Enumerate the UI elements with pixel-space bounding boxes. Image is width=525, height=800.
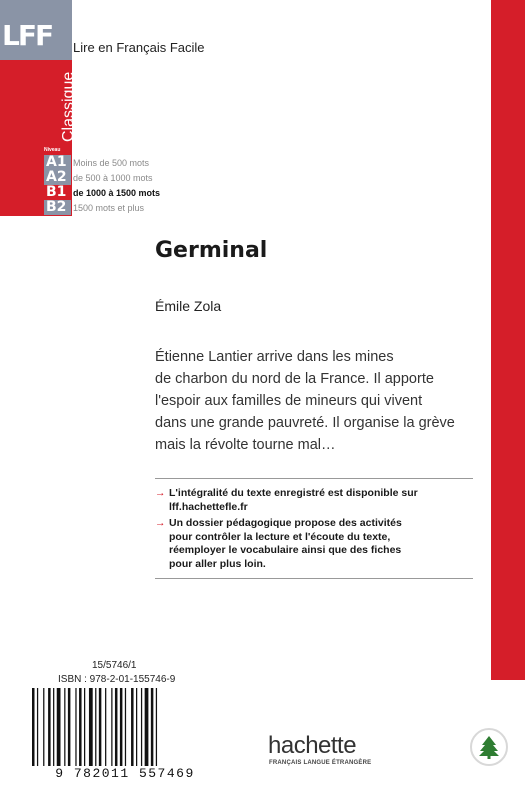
feature-text: pour aller plus loin. <box>169 557 266 570</box>
reference-code: 15/5746/1 <box>92 660 137 671</box>
book-summary <box>155 346 475 456</box>
book-author: Émile Zola <box>155 298 222 314</box>
level-caption: Niveau <box>44 147 61 153</box>
level-description: Moins de 500 mots <box>73 157 150 168</box>
level-code-active: B1 <box>44 185 71 200</box>
isbn: ISBN : 978-2-01-155746-9 <box>58 674 176 685</box>
barcode <box>30 688 220 768</box>
summary-line: dans une grande pauvreté. Il organise la grève <box>155 415 455 431</box>
summary-line: Étienne Lantier arrive dans les mines <box>155 349 394 365</box>
spine-stripe <box>491 0 525 680</box>
feature-text: réemployer le vocabulaire ainsi que des fiches <box>169 544 402 556</box>
publisher-tagline: FRANÇAIS LANGUE ÉTRANGÈRE <box>269 760 372 766</box>
level-description: de 500 à 1000 mots <box>73 172 153 183</box>
level-row-a1 <box>44 155 149 170</box>
summary-line: de charbon du nord de la France. Il apporte <box>155 371 434 387</box>
arrow-right-icon: → <box>155 517 166 529</box>
level-row-b2 <box>44 200 144 215</box>
level-row-b1 <box>44 185 160 200</box>
book-title: Germinal <box>155 238 268 263</box>
top-divider <box>155 478 473 479</box>
lff-logo: LFF <box>2 19 53 52</box>
level-code: A2 <box>44 170 71 185</box>
feature-item <box>155 487 475 514</box>
eco-badge <box>470 728 508 766</box>
level-description-active: de 1000 à 1500 mots <box>73 187 161 198</box>
series-label: Lire en Français Facile <box>73 40 205 55</box>
tree-icon <box>476 734 502 760</box>
level-row-a2 <box>44 170 153 185</box>
feature-text: pour contrôler la lecture et l'écoute du texte, <box>169 530 391 543</box>
feature-link[interactable]: lff.hachettefle.fr <box>169 500 248 513</box>
arrow-right-icon: → <box>155 487 166 499</box>
feature-text: Un dossier pédagogique propose des activités <box>169 517 402 529</box>
feature-text: L'intégralité du texte enregistré est disponible sur <box>169 487 418 499</box>
publisher-logo: hachette <box>268 732 357 759</box>
collection-label: Classique <box>60 71 77 142</box>
bottom-divider <box>155 578 473 579</box>
summary-line: l'espoir aux familles de mineurs qui vivent <box>155 393 423 409</box>
level-description: 1500 mots et plus <box>73 202 145 213</box>
feature-item <box>155 517 475 571</box>
barcode-number: 9 782011 557469 <box>55 766 195 781</box>
level-code: B2 <box>44 200 71 215</box>
level-code: A1 <box>44 155 71 170</box>
feature-list <box>155 487 475 574</box>
summary-line: mais la révolte tourne mal… <box>155 437 336 453</box>
